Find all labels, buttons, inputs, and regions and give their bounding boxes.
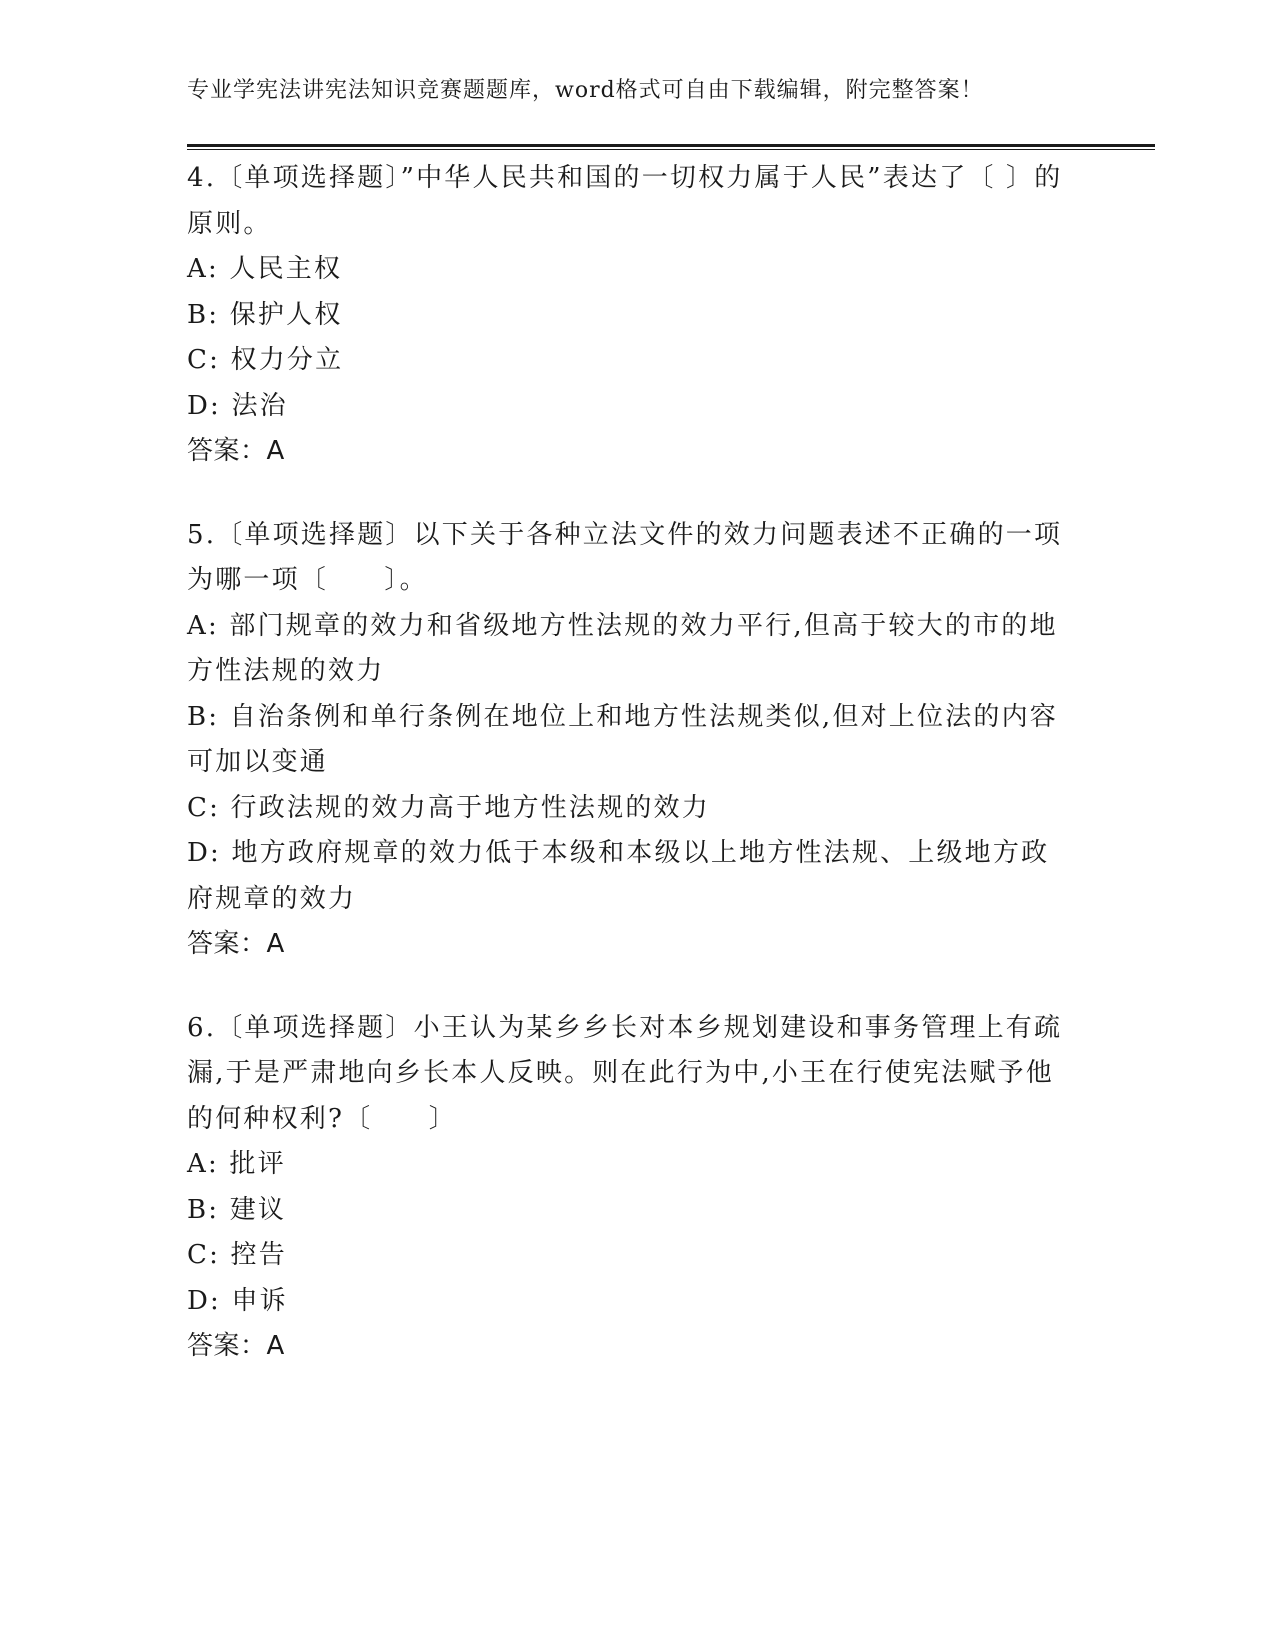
answer-label: 答案：A bbox=[187, 436, 285, 466]
question-stem: 5.〔单项选择题〕以下关于各种立法文件的效力问题表述不正确的一项为哪一项〔 〕。 bbox=[187, 519, 1063, 595]
option-b: B: 自治条例和单行条例在地位上和地方性法规类似,但对上位法的内容可加以变通 bbox=[187, 701, 1058, 777]
answer-label: 答案：A bbox=[187, 1331, 285, 1361]
option-b: B: 建议 bbox=[187, 1194, 287, 1225]
answer-label: 答案：A bbox=[187, 929, 285, 959]
question-stem: 4.〔单项选择题〕”中华人民共和国的一切权力属于人民”表达了〔 〕的原则。 bbox=[187, 163, 1063, 239]
question-list bbox=[187, 156, 1087, 1408]
option-c: C: 权力分立 bbox=[187, 345, 344, 375]
option-d: D: 申诉 bbox=[187, 1285, 288, 1316]
question-6 bbox=[187, 1006, 1087, 1370]
option-a: A: 部门规章的效力和省级地方性法规的效力平行,但高于较大的市的地方性法规的效力 bbox=[187, 610, 1058, 686]
option-b: B: 保护人权 bbox=[187, 299, 343, 330]
option-a: A: 人民主权 bbox=[187, 254, 343, 284]
option-d: D: 法治 bbox=[187, 390, 288, 421]
option-a: A: 批评 bbox=[187, 1149, 286, 1179]
question-4 bbox=[187, 156, 1087, 475]
option-c: C: 控告 bbox=[187, 1240, 287, 1270]
question-5 bbox=[187, 513, 1087, 968]
header-divider bbox=[187, 144, 1155, 150]
page-header-text: 专业学宪法讲宪法知识竞赛题题库，word格式可自由下载编辑，附完整答案！ bbox=[187, 78, 984, 103]
question-stem: 6.〔单项选择题〕小王认为某乡乡长对本乡规划建设和事务管理上有疏漏,于是严肃地向乡长本人反映。则在此行为中,小王在行使宪法赋予他的何种权利?〔 〕 bbox=[187, 1012, 1063, 1134]
option-c: C: 行政法规的效力高于地方性法规的效力 bbox=[187, 792, 710, 823]
option-d: D: 地方政府规章的效力低于本级和本级以上地方性法规、上级地方政府规章的效力 bbox=[187, 838, 1050, 914]
